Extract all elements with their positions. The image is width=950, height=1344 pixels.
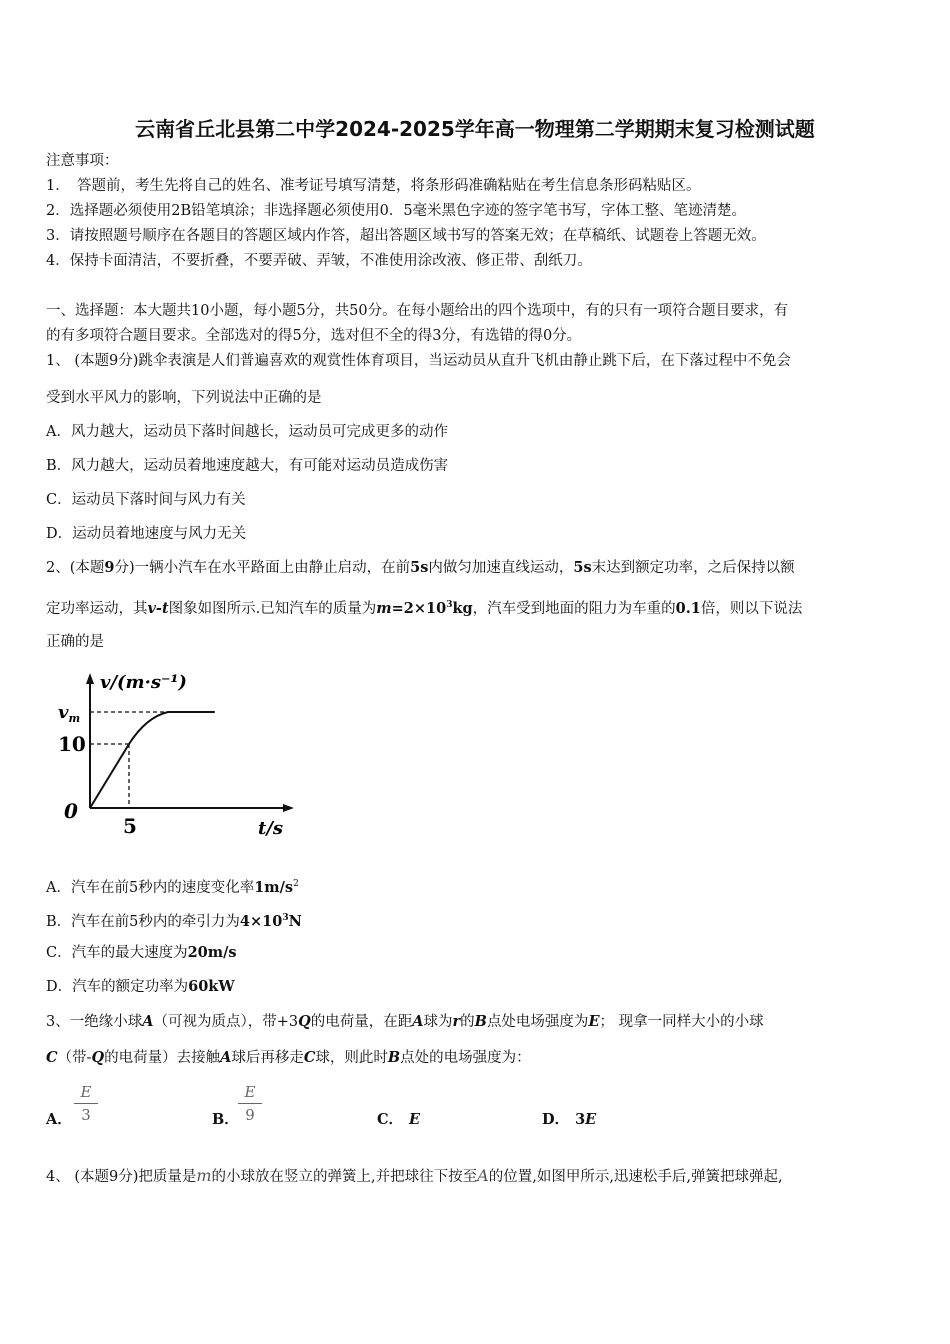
q1-stem-line1: 1、 (本题9分)跳伞表演是人们普遍喜欢的观赏性体育项目，当运动员从直升飞机由静止跳下后，在下落过程中不免会: [46, 353, 791, 369]
y-axis-label: v/(m·s⁻¹): [100, 672, 187, 693]
q4-stem-line1: 4、 (本题9分)把质量是m的小球放在竖立的弹簧上,并把球往下按至A的位置,如图甲所示,迅速松手后,弹簧把球弹起,: [46, 1166, 783, 1185]
page-title: 云南省丘北县第二中学2024-2025学年高一物理第二学期期末复习检测试题: [135, 117, 815, 141]
q1-option-c: C．运动员下落时间与风力有关: [46, 492, 246, 508]
x-tick-5: 5: [123, 814, 137, 838]
q3-option-b-label: B．: [212, 1111, 239, 1128]
notice-item-4: 4．保持卡面清洁，不要折叠，不要弄破、弄皱，不准使用涂改液、修正带、刮纸刀。: [46, 253, 592, 269]
q1-option-b: B．风力越大，运动员着地速度越大，有可能对运动员造成伤害: [46, 458, 449, 474]
q2-option-d: D．汽车的额定功率为60kW: [46, 978, 235, 995]
y-axis-arrow: [86, 673, 94, 684]
notice-heading: 注意事项：: [46, 153, 119, 169]
q3-stem-line1: 3、一绝缘小球A（可视为质点），带+3Q的电荷量，在距A球为r的B点处电场强度为E； 现拿一同样大小的小球: [46, 1013, 764, 1030]
q1-option-a: A．风力越大，运动员下落时间越长，运动员可完成更多的动作: [46, 424, 448, 440]
notice-item-2: 2．选择题必须使用2B铅笔填涂；非选择题必须使用0．5毫米黑色字迹的签字笔书写，字体工整、笔迹清楚。: [46, 203, 747, 219]
y-tick-10: 10: [58, 732, 86, 756]
q2-option-a: A．汽车在前5秒内的速度变化率$1m/s^2$: [46, 879, 299, 896]
q1-stem-line2: 受到水平风力的影响，下列说法中正确的是: [46, 390, 322, 406]
q1-option-d: D．运动员着地速度与风力无关: [46, 526, 247, 542]
q3-stem-line2: C（带-Q的电荷量）去接触A球后再移走C球，则此时B点处的电场强度为：: [46, 1049, 531, 1066]
section1-intro-line2: 的有多项符合题目要求。全部选对的得5分，选对但不全的得3分，有选错的得0分。: [46, 328, 582, 344]
origin-label: 0: [64, 799, 78, 823]
q2-option-b: B．汽车在前5秒内的牵引力为$4\times 10^3N$: [46, 913, 302, 930]
vt-series-line: [90, 712, 215, 808]
q3-option-d: D． 3E: [542, 1111, 597, 1128]
q3-option-a-label: A．: [46, 1111, 72, 1128]
notice-item-3: 3．请按照题号顺序在各题目的答题区域内作答，超出答题区域书写的答案无效；在草稿纸、试题卷上答题无效。: [46, 228, 766, 244]
q2-stem-line3: 正确的是: [46, 634, 104, 650]
q3-options: [0, 1083, 950, 1133]
y-tick-vm: $v_m$: [58, 702, 81, 725]
q2-option-c: C．汽车的最大速度为20m/s: [46, 944, 237, 961]
section1-intro-line1: 一、选择题：本大题共10小题，每小题5分，共50分。在每小题给出的四个选项中，有的只有一项符合题目要求，有: [46, 303, 789, 319]
q3-option-a-fraction: E 3: [74, 1083, 98, 1124]
notice-item-1: 1． 答题前，考生先将自己的姓名、准考证号填写清楚，将条形码准确粘贴在考生信息条形码粘贴区。: [46, 178, 701, 194]
x-axis-arrow: [283, 804, 294, 812]
q2-stem-line1: 2、(本题9分)一辆小汽车在水平路面上由静止启动，在前5s内做匀加速直线运动，5s末达到额定功率，之后保持以额: [46, 559, 795, 576]
vt-graph: [50, 665, 310, 845]
q3-option-b-fraction: E 9: [238, 1083, 262, 1124]
q2-stem-line2: 定功率运动，其v-t图象如图所示.已知汽车的质量为$m=2\times 10^3kg$，汽车受到地面的阻力为车重的0.1倍，则以下说法: [46, 600, 803, 617]
x-axis-label: t/s: [258, 818, 284, 839]
q3-option-c: C． E: [377, 1111, 421, 1128]
